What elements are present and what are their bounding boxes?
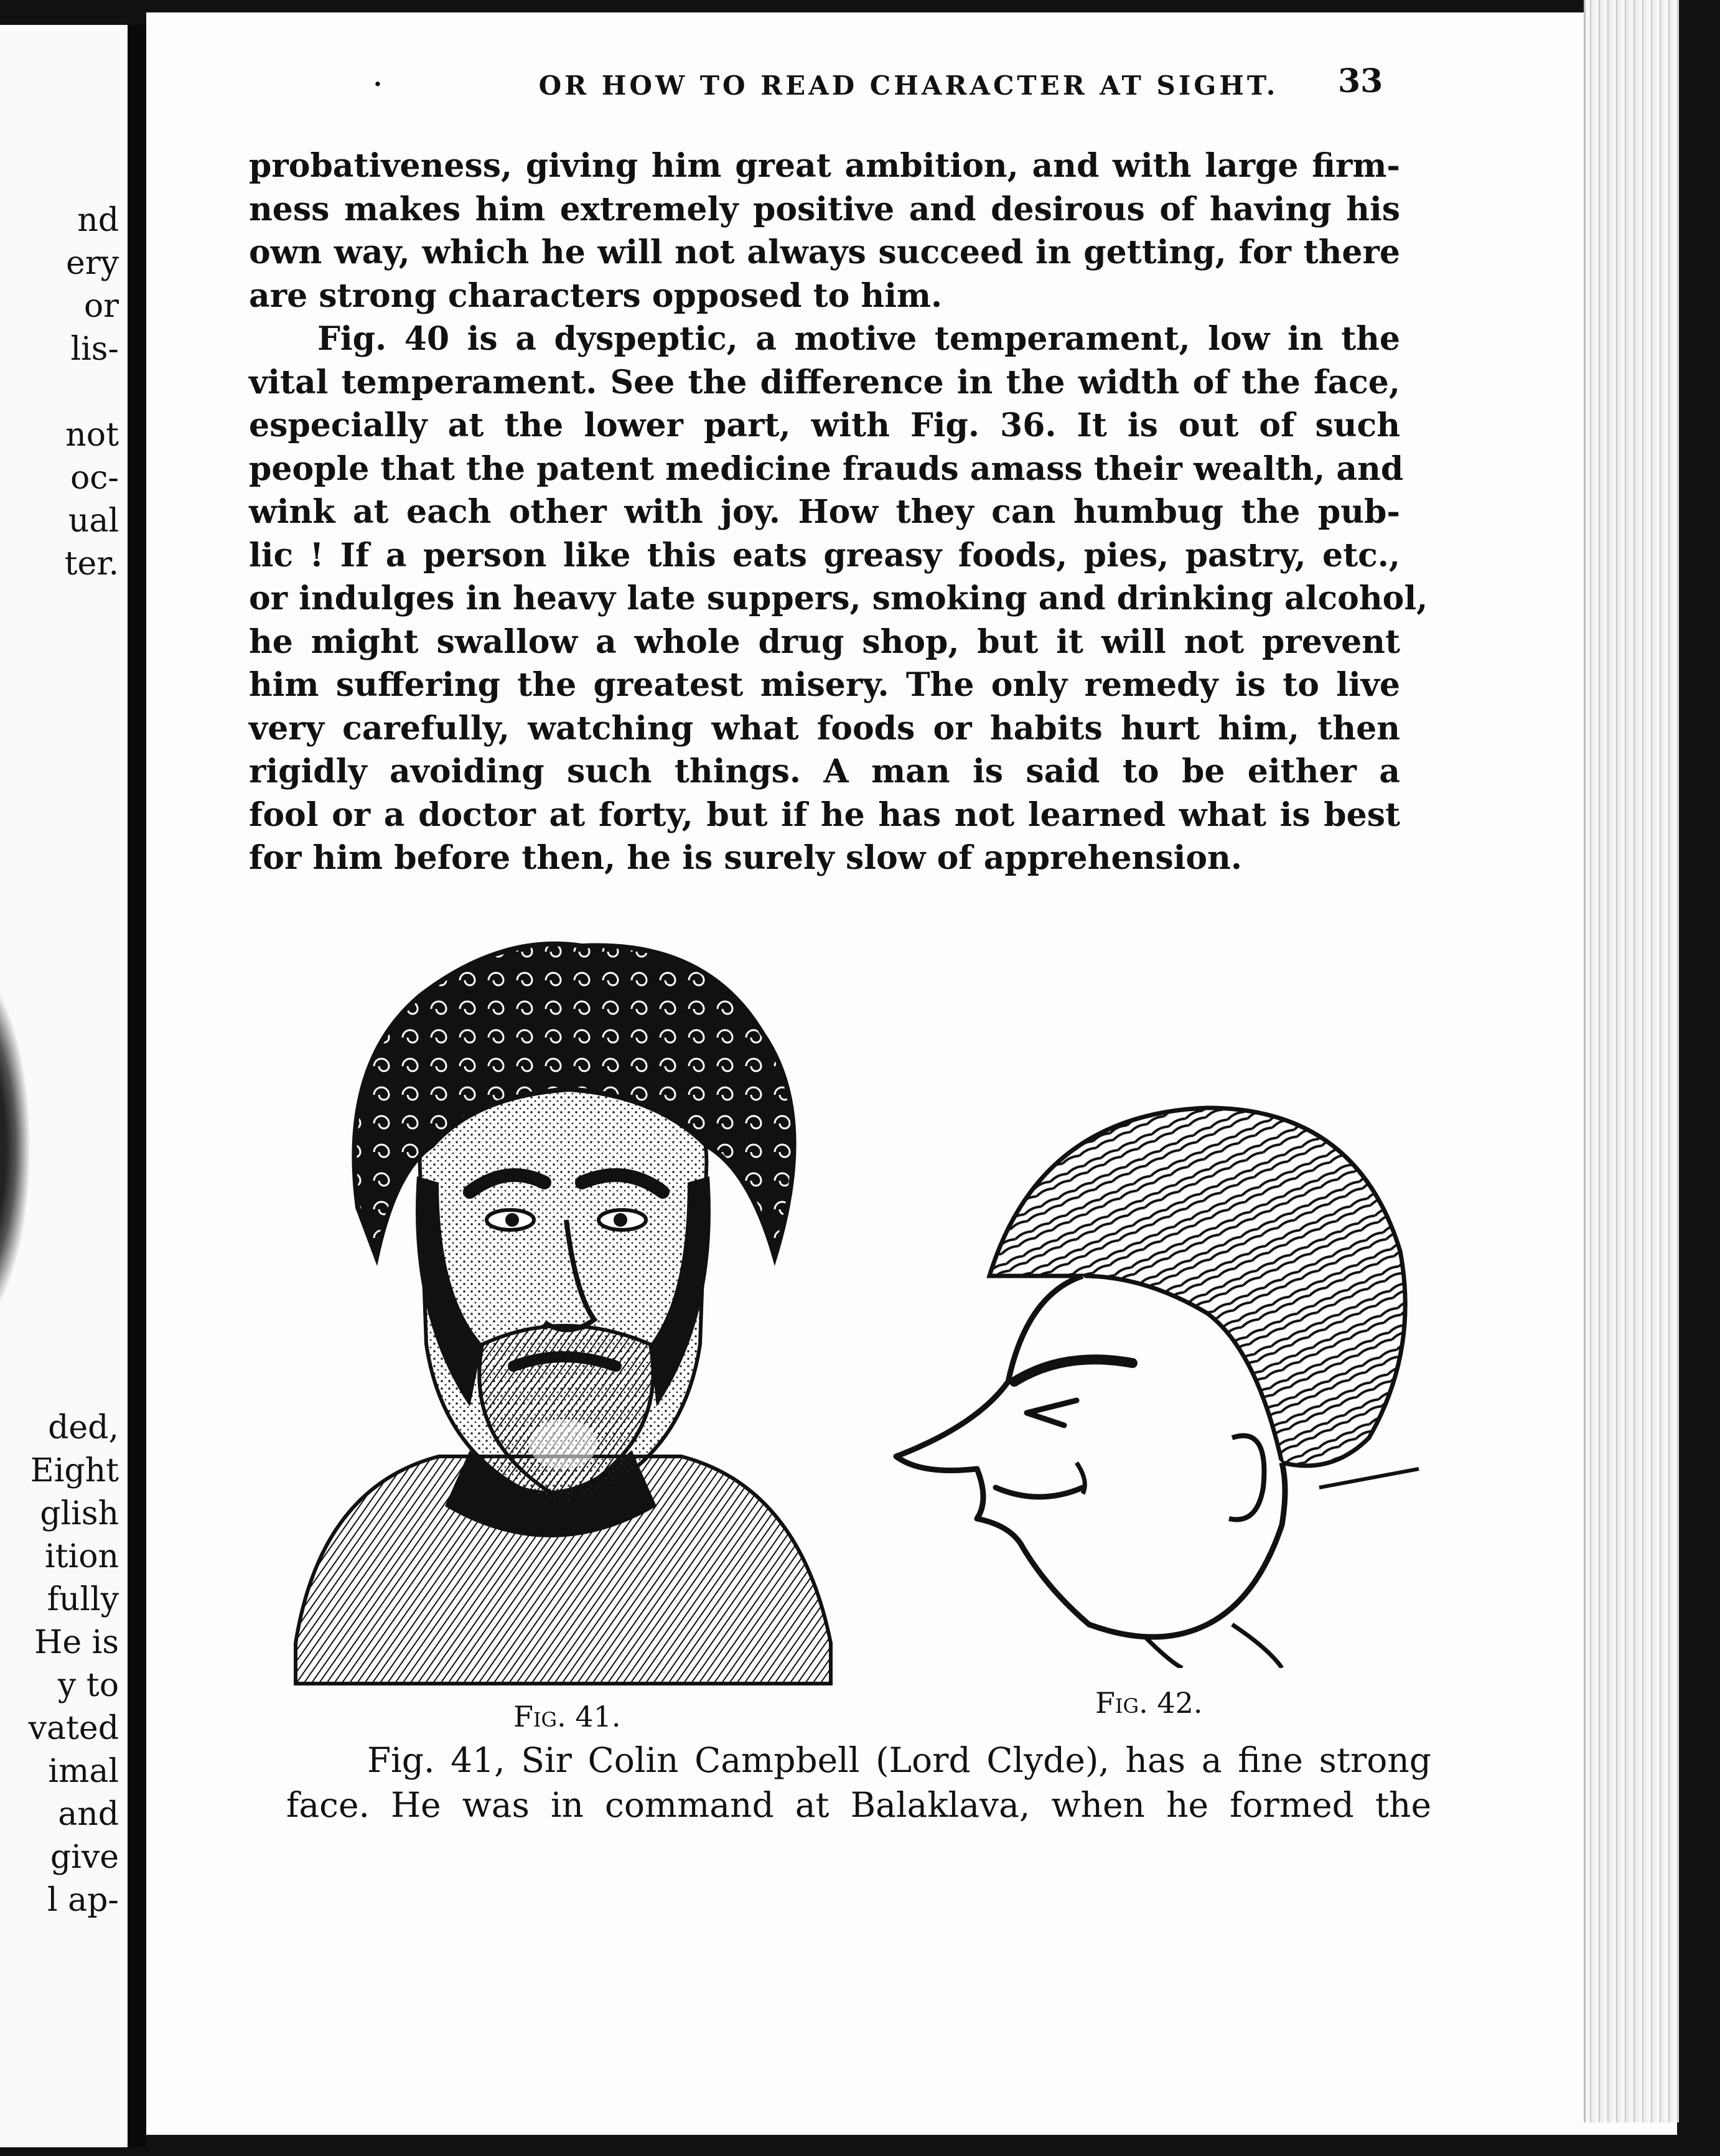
left-figure-fragment [0,958,31,1338]
text-line: or indulges in heavy late suppers, smoking and drinking alcohol, [249,579,1428,617]
fig41-caption: Fig. 41. [513,1700,621,1733]
page-edges [1584,0,1679,2122]
text-line: him suffering the greatest misery. The only remedy is to live [249,666,1400,704]
left-text-line: vated [28,1710,119,1747]
left-text-line: Eight [30,1452,119,1489]
left-text-line: ual [68,502,119,540]
head-ornament-dot: · [373,70,382,99]
text-line: Fig. 40 is a dyspeptic, a motive temperament, low in the [317,320,1400,358]
text-line: Fig. 41, Sir Colin Campbell (Lord Clyde), has a fine strong [367,1740,1431,1780]
text-line: people that the patent medicine frauds amass their wealth, and [249,449,1404,488]
text-line: ness makes him extremely positive and desirous of having his [249,190,1400,228]
left-text-line: y to [57,1667,119,1704]
left-text-line: glish [40,1495,119,1532]
left-text-line: and [58,1796,119,1833]
left-text-line: ition [45,1538,119,1575]
fig42-caption: Fig. 42. [1095,1686,1203,1720]
fig42-profile-drawing [884,1089,1431,1668]
left-text-line: He is [34,1624,119,1661]
running-head: OR HOW TO READ CHARACTER AT SIGHT. [538,70,1279,101]
left-text-line: or [83,288,119,325]
text-line: especially at the lower part, with Fig. 36. It is out of such [249,406,1400,444]
left-text-line: ter. [64,545,119,583]
left-text-line: lis- [70,330,119,368]
left-text-line: ery [65,245,119,282]
text-line: lic ! If a person like this eats greasy foods, pies, pastry, etc., [249,536,1400,574]
left-text-line: ded, [48,1409,119,1446]
text-line: face. He was in command at Balaklava, when he formed the [286,1785,1431,1825]
text-line: vital temperament. See the difference in the width of the face, [249,363,1400,401]
text-line: rigidly avoiding such things. A man is said to be either a [249,752,1400,790]
left-text-line: imal [48,1753,119,1790]
text-line: probativeness, giving him great ambition, and with large firm- [249,147,1400,185]
left-text-line: l ap- [47,1882,119,1919]
left-text-line: nd [77,202,119,239]
text-line: fool or a doctor at forty, but if he has not learned what is best [249,795,1400,834]
body-text-upper [249,144,1428,880]
text-line: he might swallow a whole drug shop, but it will not prevent [249,622,1400,661]
text-line: own way, which he will not always succeed in getting, for there [249,233,1400,271]
fig41-portrait-engraving [283,909,843,1693]
body-text-lower [286,1738,1431,1827]
left-text-line: not [65,416,119,454]
book-gutter [128,25,146,2147]
left-text-line: oc- [70,459,119,497]
text-line: for him before then, he is surely slow of apprehension. [249,839,1242,877]
left-text-line: fully [47,1581,119,1618]
text-line: very carefully, watching what foods or habits hurt him, then [249,709,1400,748]
page-number: 33 [1338,62,1383,100]
left-text-line: give [50,1839,119,1876]
text-line: are strong characters opposed to him. [249,276,943,315]
left-page-fragment [0,25,128,2147]
text-line: wink at each other with joy. How they can humbug the pub- [249,493,1400,531]
